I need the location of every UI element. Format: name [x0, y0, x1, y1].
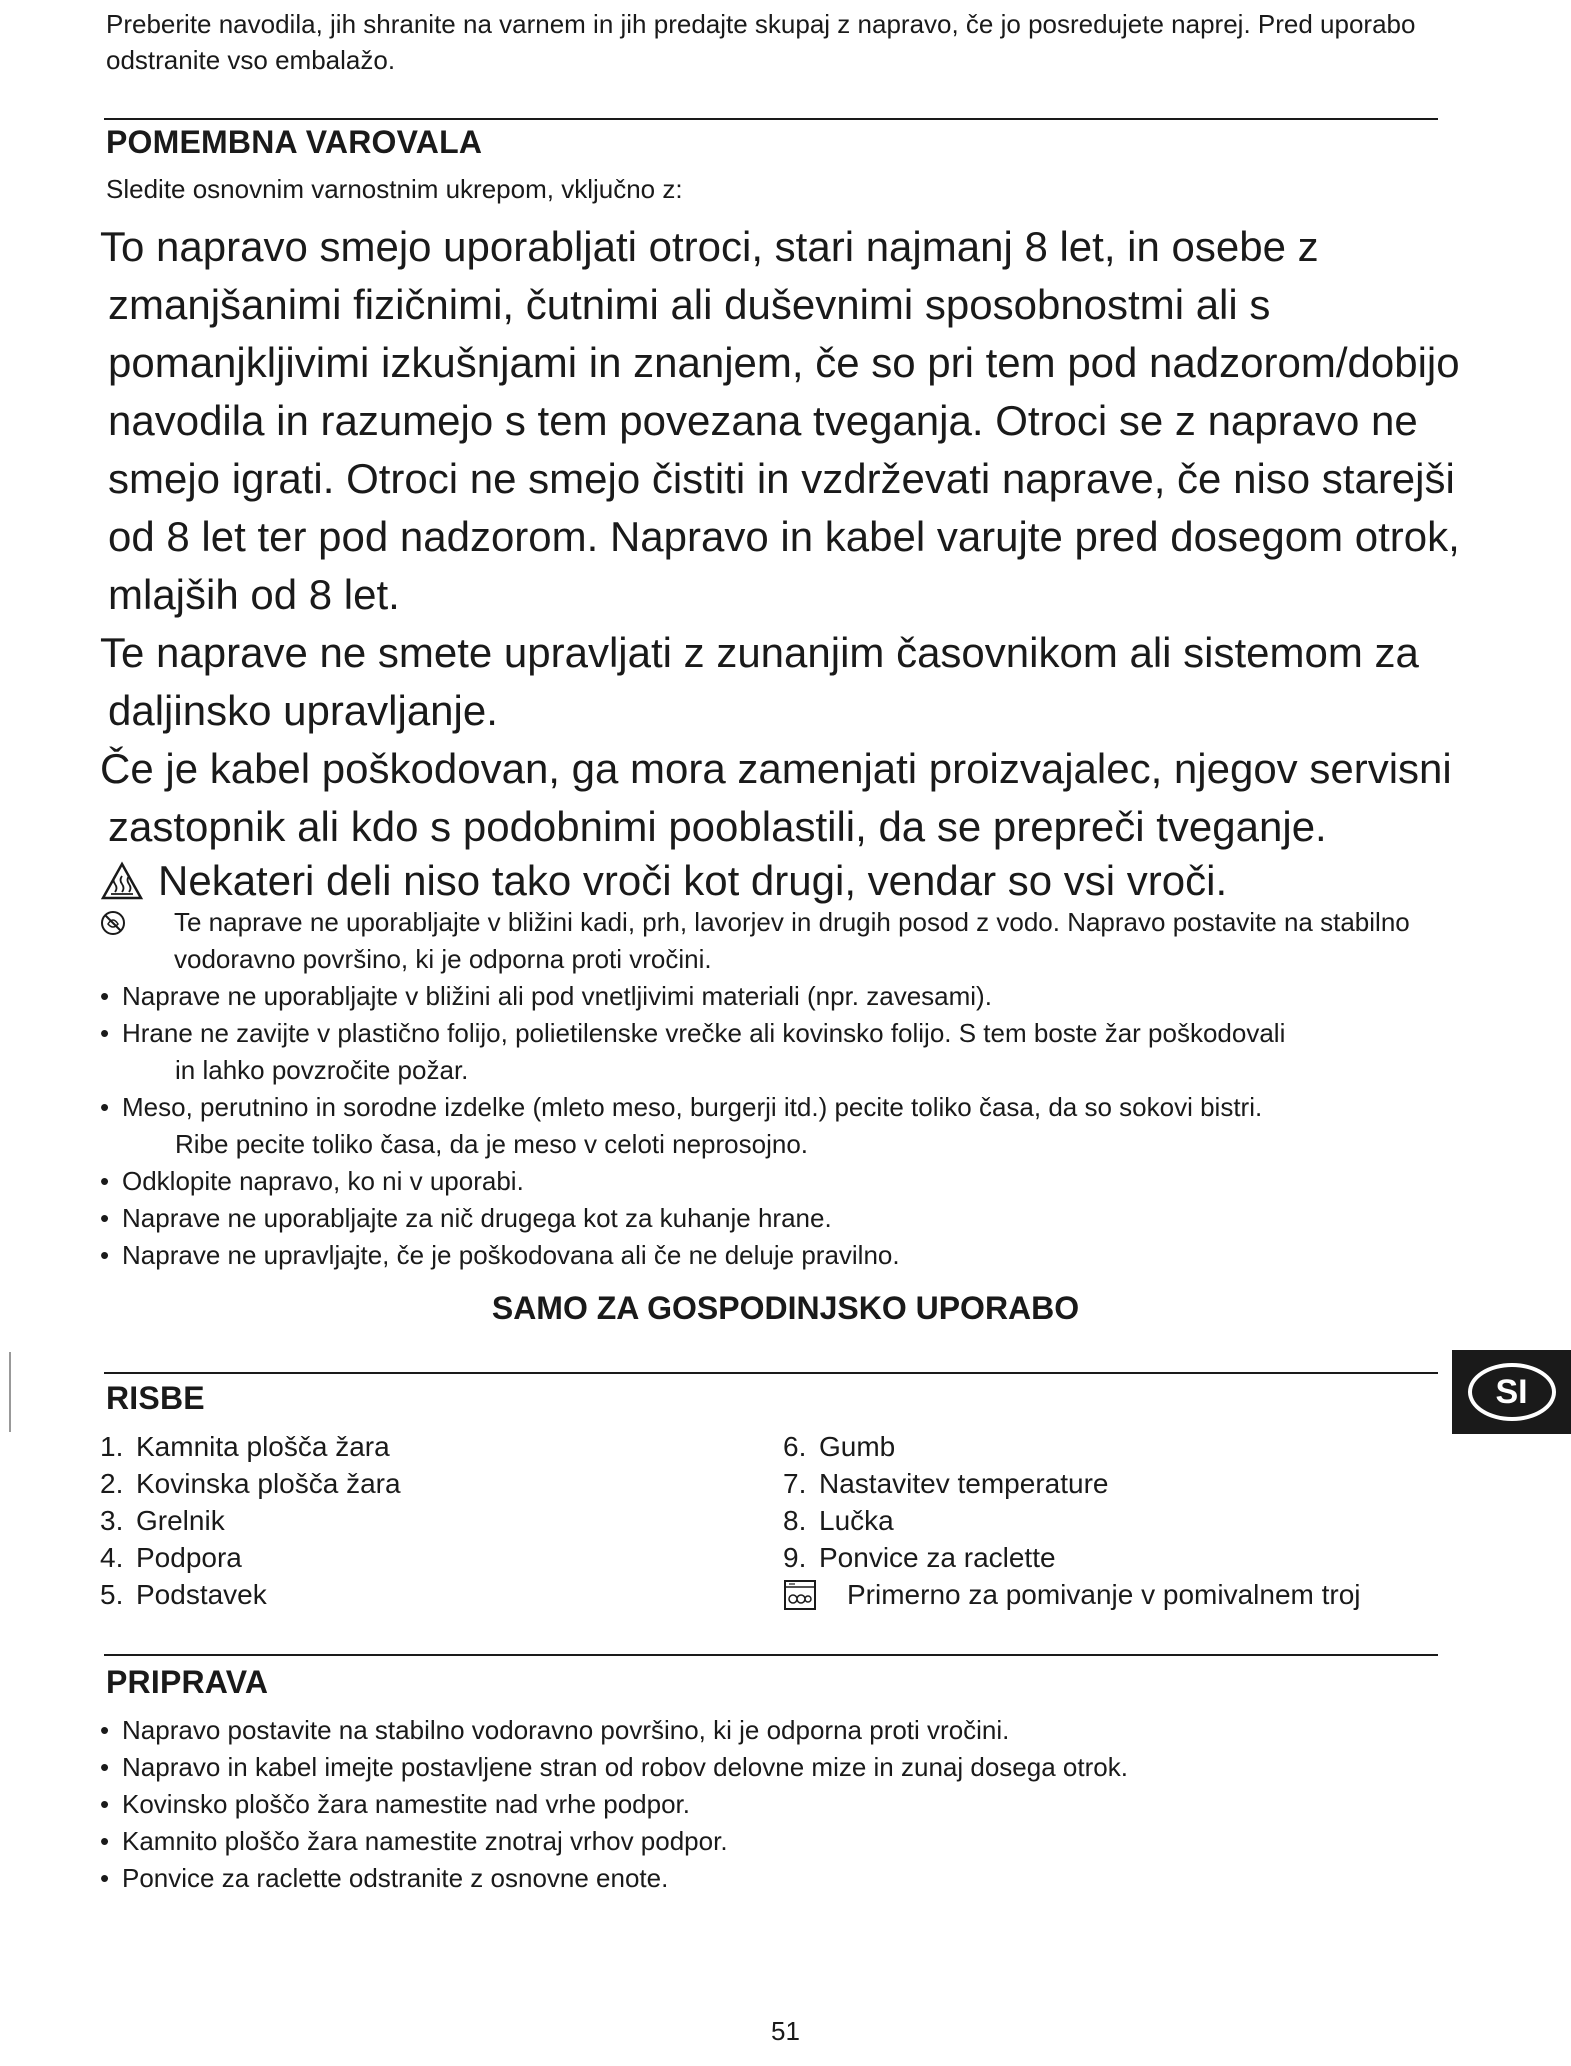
list-item: • Ponvice za raclette odstranite z osnovne enote.: [100, 1863, 669, 1893]
list-item: 4. Podpora: [100, 1542, 242, 1573]
list-item-continuation: Ribe pecite toliko časa, da je meso v celoti neprosojno.: [175, 1129, 809, 1159]
hot-surface-warning: [100, 852, 1227, 910]
dishwasher-note-text: Primerno za pomivanje v pomivalnem troj: [847, 1579, 1361, 1610]
list-item: 5. Podstavek: [100, 1579, 267, 1610]
list-item: • Kovinsko ploščo žara namestite nad vrhe podpor.: [100, 1789, 691, 1819]
safety-bullet-list: [100, 904, 1450, 1274]
list-item: • Napravo postavite na stabilno vodoravno površino, ki je odporna proti vročini.: [100, 1715, 1010, 1745]
list-item: 9. Ponvice za raclette: [783, 1542, 1056, 1573]
section-divider: [104, 118, 1438, 120]
list-item: 8. Lučka: [783, 1505, 894, 1536]
drawings-heading: RISBE: [106, 1380, 205, 1416]
household-only-heading: SAMO ZA GOSPODINJSKO UPORABO: [491, 1290, 1080, 1326]
hot-surface-icon: [100, 861, 144, 901]
parts-list-right: [783, 1428, 1361, 1613]
list-item: 1. Kamnita plošča žara: [100, 1431, 390, 1462]
no-water-icon: [100, 904, 174, 978]
safety-heading: POMEMBNA VAROVALA: [106, 124, 483, 160]
language-tab: [1452, 1350, 1571, 1434]
intro-text: Preberite navodila, jih shranite na varnem in jih predajte skupaj z napravo, če jo posredujete naprej. Pred uporabo odstranite vso embalažo.: [106, 9, 1416, 75]
list-item: • Naprave ne uporabljajte v bližini ali pod vnetljivimi materiali (npr. zavesami).: [100, 981, 992, 1011]
list-item: • Meso, perutnino in sorodne izdelke (mleto meso, burgerji itd.) pecite toliko časa, da so sokovi bistri.: [100, 1092, 1263, 1122]
dishwasher-icon: [783, 1579, 817, 1611]
page-number: 51: [771, 2016, 800, 2046]
children-warning: To napravo smejo uporabljati otroci, stari najmanj 8 let, in osebe z zmanjšanimi fizičnimi, čutnimi ali duševnimi sposobnostmi ali s pomanjkljivimi izkušnjami in znanjem, če so pri tem pod nadzorom/dobijo navodila in razumejo s tem povezana tveganja. Otroci se z napravo ne smejo igrati. Otroci ne smejo čistiti in vzdrževati naprave, če niso starejši od 8 let ter pod nadzorom. Napravo in kabel varujte pred dosegom otrok, mlajših od 8 let.: [100, 223, 1460, 618]
language-code: SI: [1468, 1363, 1556, 1421]
list-item: • Hrane ne zavijte v plastično folijo, polietilenske vrečke ali kovinsko folijo. S tem boste žar poškodovali: [100, 1018, 1286, 1048]
cable-warning: Če je kabel poškodovan, ga mora zamenjati proizvajalec, njegov servisni zastopnik ali kdo s podobnimi pooblastili, da se prepreči tveganje.: [100, 745, 1452, 850]
preparation-heading: PRIPRAVA: [106, 1664, 269, 1700]
list-item: • Odklopite napravo, ko ni v uporabi.: [100, 1166, 524, 1196]
hot-warning-text: Nekateri deli niso tako vroči kot drugi, vendar so vsi vroči.: [158, 857, 1228, 904]
list-item: 7. Nastavitev temperature: [783, 1468, 1109, 1499]
list-item: 3. Grelnik: [100, 1505, 225, 1536]
timer-warning: Te naprave ne smete upravljati z zunanjim časovnikom ali sistemom za daljinsko upravljanje.: [100, 629, 1419, 734]
list-item: 2. Kovinska plošča žara: [100, 1468, 401, 1499]
list-item-continuation: in lahko povzročite požar.: [175, 1055, 469, 1085]
list-item: • Naprave ne uporabljajte za nič drugega kot za kuhanje hrane.: [100, 1203, 832, 1233]
section-divider: [104, 1654, 1438, 1656]
margin-mark: [9, 1352, 11, 1432]
safety-main-warnings: [100, 218, 1500, 856]
section-divider: [104, 1372, 1438, 1374]
list-item: • Napravo in kabel imejte postavljene stran od robov delovne mize in zunaj dosega otrok.: [100, 1752, 1128, 1782]
water-warning-item: [100, 904, 1450, 978]
parts-list-left: [100, 1428, 401, 1613]
list-item: • Kamnito ploščo žara namestite znotraj vrhov podpor.: [100, 1826, 728, 1856]
safety-subheading: Sledite osnovnim varnostnim ukrepom, vključno z:: [106, 174, 683, 204]
preparation-bullet-list: [100, 1712, 1450, 1897]
water-warning-text: Te naprave ne uporabljajte v bližini kadi, prh, lavorjev in drugih posod z vodo. Napravo postavite na stabilno vodoravno površino, ki je odporna proti vročini.: [174, 907, 1410, 974]
list-item: • Naprave ne upravljajte, če je poškodovana ali če ne deluje pravilno.: [100, 1240, 900, 1270]
dishwasher-note: [783, 1576, 1361, 1613]
list-item: 6. Gumb: [783, 1431, 896, 1462]
